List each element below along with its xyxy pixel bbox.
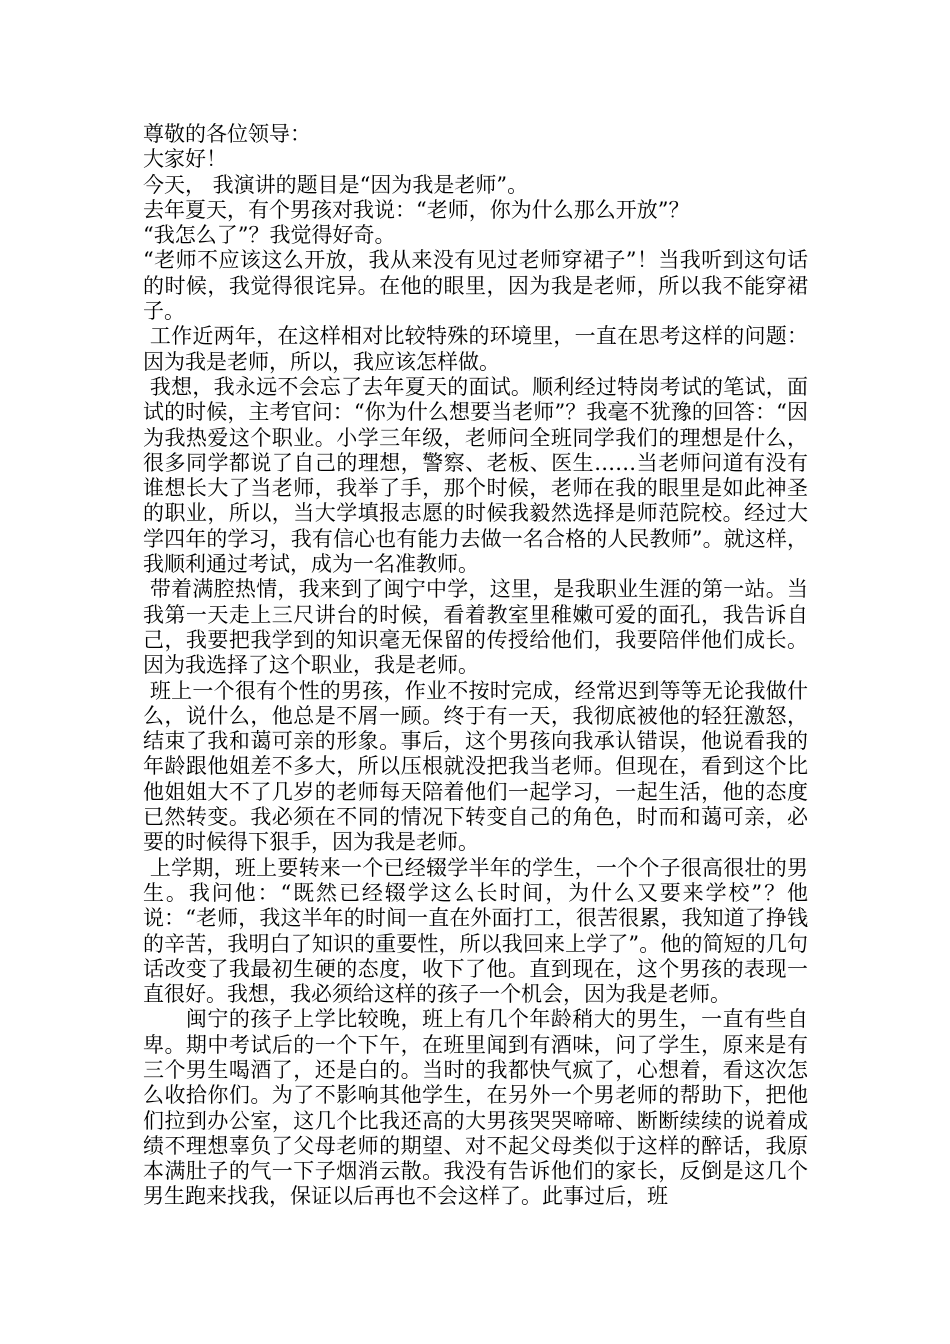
paragraph: 去年夏天，有个男孩对我说：“老师，你为什么那么开放”？ — [143, 197, 690, 222]
paragraph: 上学期，班上要转来一个已经辍学半年的学生，一个个子很高很壮的男生。我问他：“既然已经辍学这么长时间，为什么又要来学校”？他说：“老师，我这半年的时间一直在外面打工，很苦很累，我知道了挣钱的辛苦，我明白了知识的重要性，所以我回来上学了”。他的简短的几句话改变了我最初生硬的态度，收下了他。直到现在，这个男孩的表现一直很好。我想，我必须给这样的孩子一个机会，因为我是老师。 — [143, 855, 808, 1007]
paragraph: 工作近两年，在这样相对比较特殊的环境里，一直在思考这样的问题：因为我是老师，所以，我应该怎样做。 — [143, 324, 808, 374]
document-body — [143, 122, 808, 1210]
paragraph: 闽宁的孩子上学比较晚，班上有几个年龄稍大的男生，一直有些自卑。期中考试后的一个下午，在班里闻到有酒味，问了学生，原来是有三个男生喝酒了，还是白的。当时的我都快气疯了，心想着，看这次怎么收拾你们。为了不影响其他学生，在另外一个男老师的帮助下，把他们拉到办公室，这几个比我还高的大男孩哭哭啼啼、断断续续的说着成绩不理想辜负了父母老师的期望、对不起父母类似于这样的醉话，我原本满肚子的气一下子烟消云散。我没有告诉他们的家长，反倒是这几个男生跑来找我，保证以后再也不会这样了。此事过后，班 — [143, 1007, 808, 1209]
paragraph: “老师不应该这么开放，我从来没有见过老师穿裙子”！当我听到这句话的时候，我觉得很诧异。在他的眼里，因为我是老师，所以我不能穿裙子。 — [143, 248, 808, 324]
greeting-line: 大家好！ — [143, 147, 227, 172]
paragraph: 我想，我永远不会忘了去年夏天的面试。顺利经过特岗考试的笔试，面试的时候，主考官问：“你为什么想要当老师”？我毫不犹豫的回答：“因为我热爱这个职业。小学三年级，老师问全班同学我们的理想是什么，很多同学都说了自己的理想，警察、老板、医生……当老师问道有没有谁想长大了当老师，我举了手，那个时候，老师在我的眼里是如此神圣的职业，所以，当大学填报志愿的时候我毅然选择是师范院校。经过大学四年的学习，我有信心也有能力去做一名合格的人民教师”。就这样，我顺利通过考试，成为一名准教师。 — [143, 374, 808, 577]
paragraph: 班上一个很有个性的男孩，作业不按时完成，经常迟到等等无论我做什么，说什么，他总是不屑一顾。终于有一天，我彻底被他的轻狂激怒，结束了我和蔼可亲的形象。事后，这个男孩向我承认错误，他说看我的年龄跟他姐差不多大，所以压根就没把我当老师。但现在，看到这个比他姐姐大不了几岁的老师每天陪着他们一起学习，一起生活，他的态度已然转变。我必须在不同的情况下转变自己的角色，时而和蔼可亲，必要的时候得下狠手，因为我是老师。 — [143, 678, 808, 855]
paragraph: “我怎么了”？我觉得好奇。 — [143, 223, 396, 248]
speech-title-line: 今天， 我演讲的题目是“因为我是老师”。 — [143, 172, 529, 197]
salutation-line: 尊敬的各位领导： — [143, 122, 311, 146]
paragraph: 带着满腔热情，我来到了闽宁中学，这里，是我职业生涯的第一站。当我第一天走上三尺讲台的时候，看着教室里稚嫩可爱的面孔，我告诉自己，我要把我学到的知识毫无保留的传授给他们，我要陪伴他们成长。因为我选择了这个职业，我是老师。 — [143, 577, 808, 678]
